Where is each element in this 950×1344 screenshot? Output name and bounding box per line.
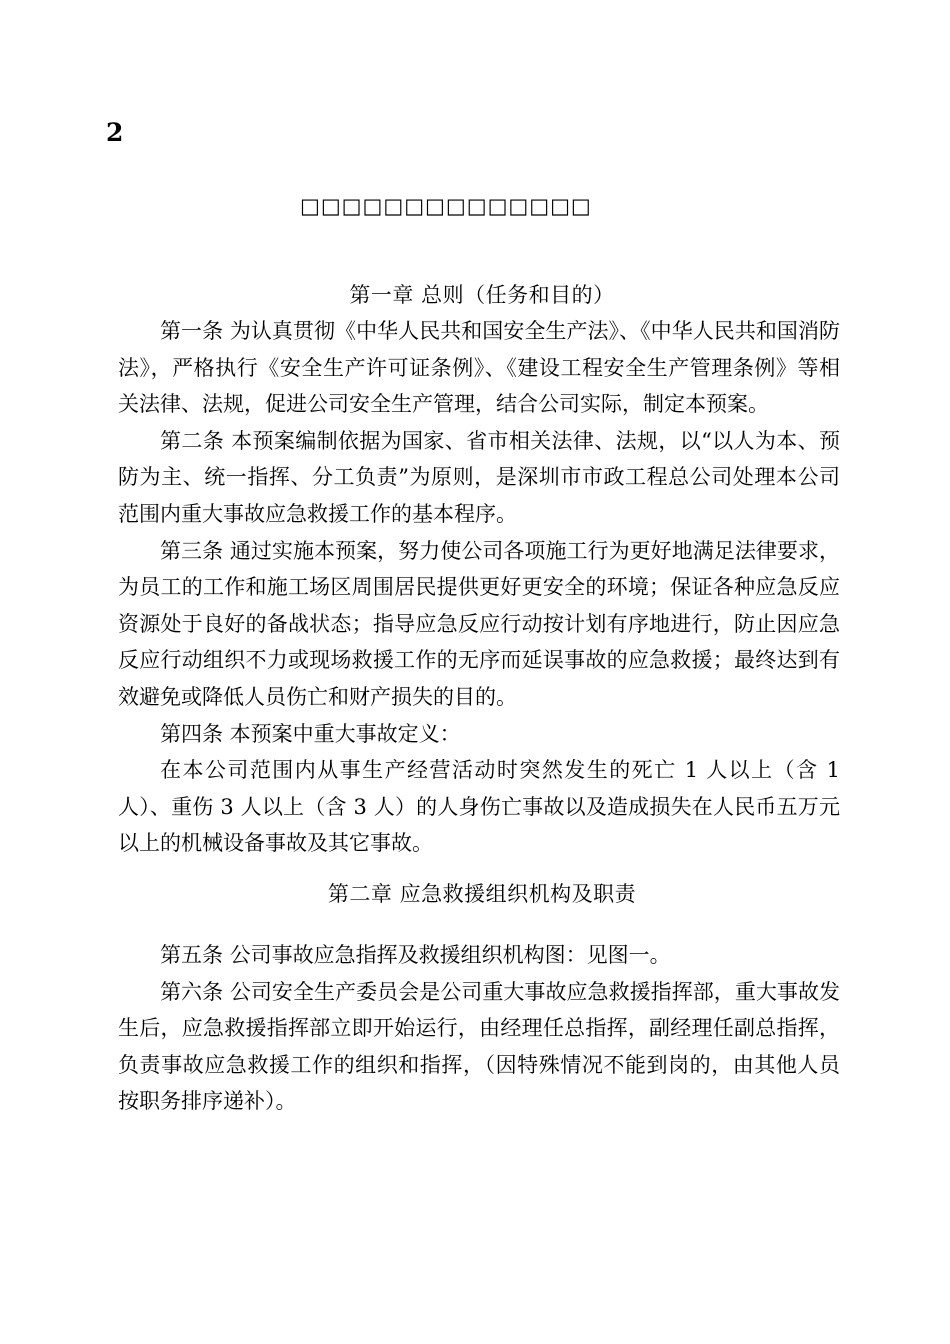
article-paragraph: 在本公司范围内从事生产经营活动时突然发生的死亡 1 人以上（含 1 人）、重伤 3 人以上（含 3 人）的人身伤亡事故以及造成损失在人民币五万元以上的机械设备事故及其它事故。: [118, 758, 840, 856]
document-body: [118, 278, 840, 1120]
article-paragraph: 第一条 为认真贯彻《中华人民共和国安全生产法》、《中华人民共和国消防法》，严格执行《安全生产许可证条例》、《建设工程安全生产管理条例》等相关法律、法规，促进公司安全生产管理，结合公司实际，制定本预案。: [118, 319, 840, 417]
article-paragraph: 第六条 公司安全生产委员会是公司重大事故应急救援指挥部，重大事故发生后，应急救援指挥部立即开始运行，由经理任总指挥，副经理任副总指挥，负责事故应急救援工作的组织和指挥，（因特殊情况不能到岗的，由其他人员按职务排序递补）。: [118, 979, 840, 1114]
chapter-heading: 第一章 总则（任务和目的）: [349, 283, 615, 307]
article-paragraph: 第四条 本预案中重大事故定义：: [160, 721, 461, 746]
article-paragraph: 第五条 公司事故应急指挥及救援组织机构图：见图一。: [160, 942, 671, 967]
chapter-heading: 第二章 应急救援组织机构及职责: [327, 881, 637, 906]
article-paragraph: 第三条 通过实施本预案，努力使公司各项施工行为更好地满足法律要求，为员工的工作和施工场区周围居民提供更好更安全的环境；保证各种应急反应资源处于良好的备战状态；指导应急反应行动按计划有序地进行，防止因应急反应行动组织不力或现场救援工作的无序而延误事故的应急救援；最终达到有效避免或降低人员伤亡和财产损失的目的。: [118, 538, 840, 709]
page-number: 2: [106, 118, 124, 147]
document-title: □□□□□□□□□□□□□□: [300, 194, 592, 218]
article-paragraph: 第二条 本预案编制依据为国家、省市相关法律、法规，以“以人为本、预防为主、统一指挥、分工负责”为原则，是深圳市市政工程总公司处理本公司范围内重大事故应急救援工作的基本程序。: [118, 428, 840, 526]
